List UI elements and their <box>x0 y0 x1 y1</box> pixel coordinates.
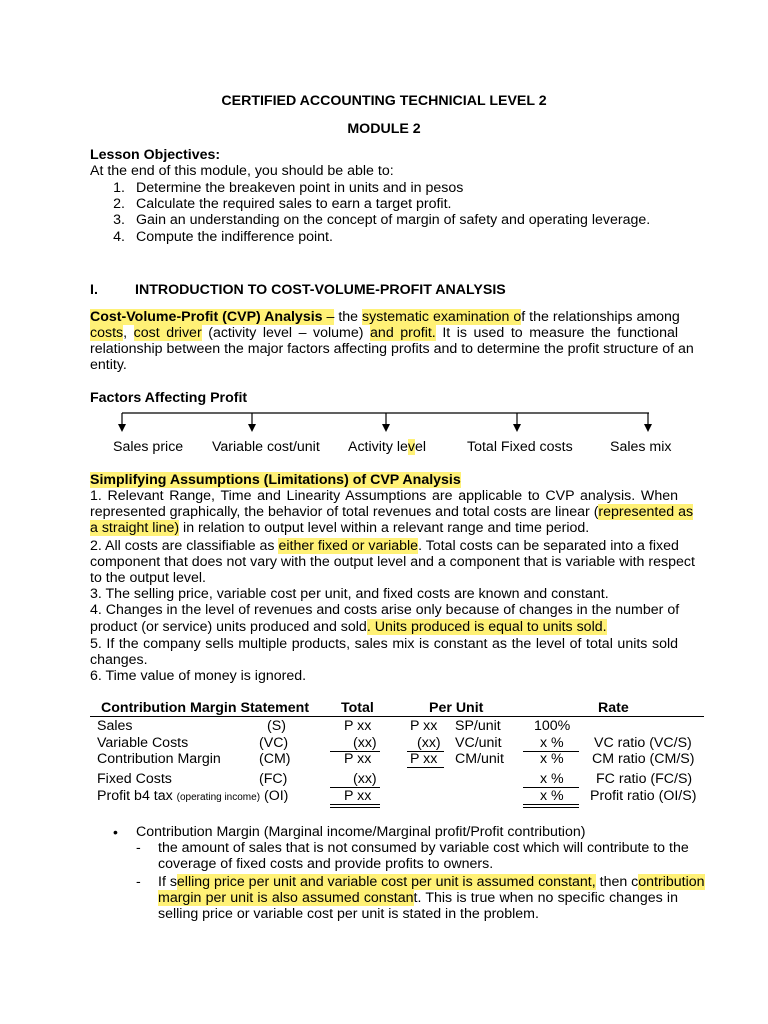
cm-row-per-unit-label: SP/unit <box>455 718 501 734</box>
cm-header-statement: Contribution Margin Statement <box>101 700 310 716</box>
cm-row-per-unit-label: CM/unit <box>455 751 504 767</box>
factor-variable-cost: Variable cost/unit <box>212 439 320 455</box>
cm-definition-line: coverage of fixed costs and provide profits to owners. <box>158 856 494 872</box>
objective-item: Determine the breakeven point in units and in pesos <box>136 180 464 196</box>
cm-header-rule <box>90 716 704 717</box>
cm-constant-line: selling price or variable cost per unit is stated in the problem. <box>158 906 539 922</box>
factor-arrow-head <box>118 424 126 432</box>
dash-marker: - <box>136 874 141 890</box>
cvp-term: Cost-Volume-Profit (CVP) Analysis <box>90 309 323 325</box>
assumption-line: changes. <box>90 652 148 668</box>
cm-row-rate: x % <box>540 735 564 751</box>
cm-header-rate: Rate <box>598 700 629 716</box>
cm-row-ratio: FC ratio (FC/S) <box>596 771 693 787</box>
cm-row-per-unit: P xx <box>410 718 438 734</box>
assumption-line: product (or service) units produced and sold. Units produced is equal to units sold. <box>90 619 607 635</box>
factor-sales-mix: Sales mix <box>610 439 672 455</box>
objectives-heading: Lesson Objectives: <box>90 147 221 163</box>
cm-row-rate: x % <box>540 771 564 787</box>
document-title: CERTIFIED ACCOUNTING TECHNICIAL LEVEL 2 <box>221 93 547 109</box>
cm-row-ratio: VC ratio (VC/S) <box>594 735 692 751</box>
cm-row-total: (xx) <box>353 735 377 751</box>
assumption-line: component that does not vary with the output level and a component that is variable with respect <box>90 554 695 570</box>
cm-definition-line: the amount of sales that is not consumed by variable cost which will contribute to the <box>158 840 689 856</box>
cm-row-per-unit: P xx <box>410 751 438 767</box>
cm-row-label: Sales <box>97 718 133 734</box>
factor-arrow-head <box>644 424 652 432</box>
cm-total-double-rule <box>330 807 380 808</box>
cm-bullet-title: Contribution Margin (Marginal income/Marginal profit/Profit contribution) <box>136 824 586 840</box>
objective-item: Gain an understanding on the concept of margin of safety and operating leverage. <box>136 212 651 228</box>
factor-arrow-head <box>513 424 521 432</box>
section-number: I. <box>90 282 98 298</box>
assumption-line: represented graphically, the behavior of total revenues and total costs are linear (represented as <box>90 504 694 520</box>
cvp-definition-line: Cost-Volume-Profit (CVP) Analysis – the systematic examination of the relationships among <box>90 309 680 325</box>
cm-row-ratio: CM ratio (CM/S) <box>592 751 695 767</box>
assumption-line: 6. Time value of money is ignored. <box>90 668 307 684</box>
cm-row-label: Fixed Costs <box>97 771 172 787</box>
cm-row-rate: x % <box>540 788 564 804</box>
module-label: MODULE 2 <box>347 121 421 137</box>
cm-header-total: Total <box>341 700 374 716</box>
assumption-line: 4. Changes in the level of revenues and costs arise only because of changes in the number of <box>90 602 680 618</box>
objective-item: Compute the indifference point. <box>136 229 333 245</box>
cm-rate-double-rule <box>523 804 579 805</box>
cm-total-double-rule <box>330 804 380 805</box>
cm-row-abbr: (S) <box>267 718 286 734</box>
cvp-definition-line: relationship between the major factors affecting profits and to determine the profit structure of an <box>90 341 694 357</box>
cm-row-ratio: Profit ratio (OI/S) <box>590 788 697 804</box>
cm-row-rate: x % <box>540 751 564 767</box>
cm-row-total: P xx <box>344 751 372 767</box>
cm-row-per-unit-label: VC/unit <box>455 735 502 751</box>
objective-number: 1. <box>113 180 125 196</box>
cm-row-total: (xx) <box>353 771 377 787</box>
cm-constant-line: If selling price per unit and variable cost per unit is assumed constant, then contribution <box>158 874 705 890</box>
objective-number: 3. <box>113 212 125 228</box>
dash-marker: - <box>136 840 141 856</box>
assumption-line: a straight line) in relation to output level within a relevant range and time period. <box>90 520 590 536</box>
factor-sales-price: Sales price <box>113 439 184 455</box>
objective-number: 4. <box>113 229 125 245</box>
objective-item: Calculate the required sales to earn a target profit. <box>136 196 452 212</box>
section-title: INTRODUCTION TO COST-VOLUME-PROFIT ANALYSIS <box>135 282 506 298</box>
cm-row-total: P xx <box>344 718 372 734</box>
cm-rate-double-rule <box>523 807 579 808</box>
assumption-line: to the output level. <box>90 570 206 586</box>
assumption-line: 2. All costs are classifiable as either fixed or variable. Total costs can be separated into a fixed <box>90 538 679 554</box>
cvp-definition-line: costs, cost driver (activity level – volume) and profit. It is used to measure the functional <box>90 325 678 341</box>
cvp-definition-line: entity. <box>90 357 127 373</box>
cm-row-abbr: (VC) <box>259 735 289 751</box>
objectives-intro: At the end of this module, you should be able to: <box>90 163 394 179</box>
cm-constant-line: margin per unit is also assumed constant. This is true when no specific changes in <box>158 890 678 906</box>
assumption-line: 5. If the company sells multiple products, sales mix is constant as the level of total units sold <box>90 636 678 652</box>
cm-row-total: P xx <box>344 788 372 804</box>
objective-number: 2. <box>113 196 125 212</box>
assumption-line: 3. The selling price, variable cost per unit, and fixed costs are known and constant. <box>90 586 609 602</box>
cm-row-abbr: (FC) <box>259 771 288 787</box>
cm-row-abbr: (CM) <box>259 751 291 767</box>
bullet-icon: • <box>113 824 118 840</box>
cm-per-unit-total-rule <box>407 767 444 768</box>
cm-row-label: Contribution Margin <box>97 751 221 767</box>
cm-row-rate: 100% <box>534 718 571 734</box>
cm-row-per-unit: (xx) <box>417 735 441 751</box>
assumption-line: 1. Relevant Range, Time and Linearity Assumptions are applicable to CVP analysis. When <box>90 488 678 504</box>
cm-row-label: Profit b4 tax (operating income) (OI) <box>97 788 289 804</box>
factor-total-fixed-costs: Total Fixed costs <box>467 439 573 455</box>
factor-arrow-head <box>248 424 256 432</box>
cm-row-label: Variable Costs <box>97 735 189 751</box>
assumptions-heading: Simplifying Assumptions (Limitations) of CVP Analysis <box>90 472 461 488</box>
factor-arrow-head <box>382 424 390 432</box>
cm-header-per-unit: Per Unit <box>429 700 484 716</box>
factor-activity-level: Activity level <box>348 439 427 455</box>
factors-heading: Factors Affecting Profit <box>90 390 248 406</box>
